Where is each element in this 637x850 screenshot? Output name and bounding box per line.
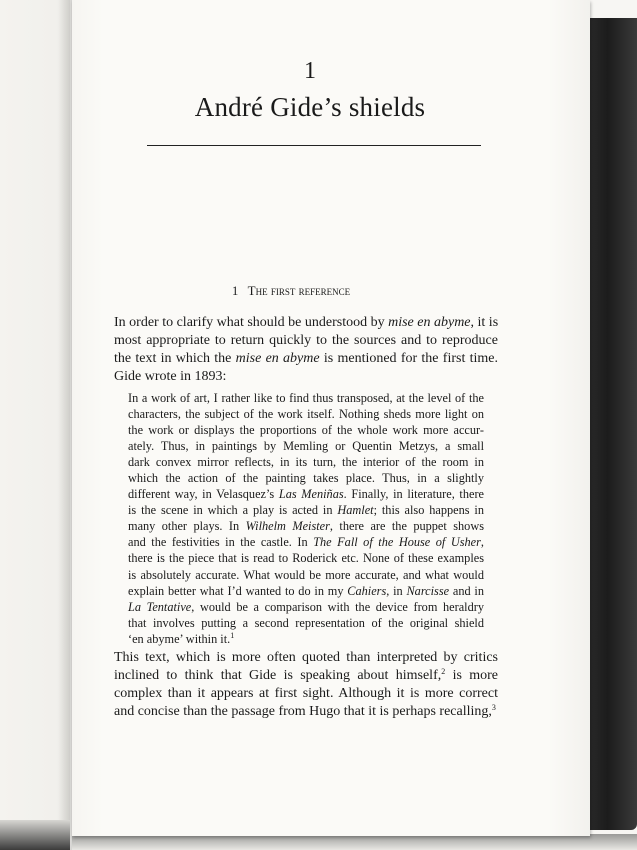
text-line: In a work of art, I rather like to find thus transposed, at the level of the [128, 391, 484, 405]
text-line: inclined to think that Gide is speaking about himself,$^2$ is more [114, 667, 498, 683]
book-cover-edge [588, 18, 637, 830]
text-line: In order to clarify what should be understood by mise en abyme, it is [114, 315, 499, 330]
text-line: explain better what I’d wanted to do in my Cahiers, in Narcisse and in [128, 583, 484, 598]
text-line: ately. Thus, in paintings by Memling or Quentin Metzys, a small [128, 439, 484, 454]
text-line: many other plays. In Wilhelm Meister, there are the puppet shows [128, 519, 484, 534]
italic-title: mise en abyme [235, 351, 320, 366]
italic-title: The Fall of the House of Usher [313, 535, 481, 550]
italic-title: Narcisse [406, 583, 450, 598]
footnote-marker: 3 [491, 703, 496, 712]
section-heading [232, 283, 350, 299]
text-line: and concise than the passage from Hugo that it is perhaps recalling,$^3$ [114, 703, 496, 719]
italic-title: Las Meniñas [278, 487, 344, 502]
italic-title: Cahiers [347, 583, 387, 598]
text-line: ‘en abyme’ within it.$^1$ [128, 630, 235, 646]
text-line: the work or displays the proportions of the whole work more accur- [128, 423, 484, 438]
text-line: which the action of the painting takes place. Thus, in a slightly [128, 471, 484, 486]
text-line: different way, in Velasquez’s Las Meniñas. Finally, in literature, there [128, 487, 485, 502]
footnote-marker: 1 [230, 630, 235, 640]
title-rule [147, 145, 481, 146]
closing-paragraph [114, 649, 498, 721]
text-line: characters, the subject of the work itself. Nothing sheds more light on [128, 407, 484, 422]
italic-title: La Tentative [128, 599, 192, 614]
left-cover-edge [0, 820, 70, 850]
text-line: is absolutely accurate. What would be more accurate, and what would [128, 567, 484, 582]
chapter-title: André Gide’s shields [194, 92, 426, 122]
text-line: that involves putting a second representation of the original shield [128, 615, 484, 630]
text-line: there is the piece that is read to Roderick etc. None of these examples [128, 551, 484, 566]
block-quotation [128, 390, 484, 647]
intro-paragraph [114, 314, 498, 386]
text-line: and the festivities in the castle. In The Fall of the House of Usher, [128, 535, 484, 550]
italic-title: Wilhelm Meister [245, 519, 330, 534]
section-number: 1 [232, 284, 239, 298]
text-line: the text in which the mise en abyme is mentioned for the first time. [114, 351, 498, 366]
text-line: is the scene in which a play is acted in Hamlet; this also happens in [128, 503, 484, 518]
section-title: The first reference [247, 283, 351, 298]
text-line: This text, which is more often quoted than interpreted by critics [114, 650, 498, 665]
text-line: La Tentative, would be a comparison with the device from heraldry [128, 599, 484, 614]
text-line: dark convex mirror reflects, in its turn, the interior of the room in [128, 455, 484, 470]
chapter-number: 1 [304, 58, 316, 84]
text-line: Gide wrote in 1893: [114, 369, 227, 384]
italic-title: Hamlet [337, 503, 374, 518]
text-line: most appropriate to return quickly to the sources and to reproduce [114, 333, 498, 348]
book-bottom-edge [72, 834, 637, 850]
italic-title: mise en abyme [388, 315, 471, 330]
footnote-marker: 2 [441, 667, 446, 676]
text-line: complex than it appears at first sight. Although it is more correct [114, 686, 498, 701]
